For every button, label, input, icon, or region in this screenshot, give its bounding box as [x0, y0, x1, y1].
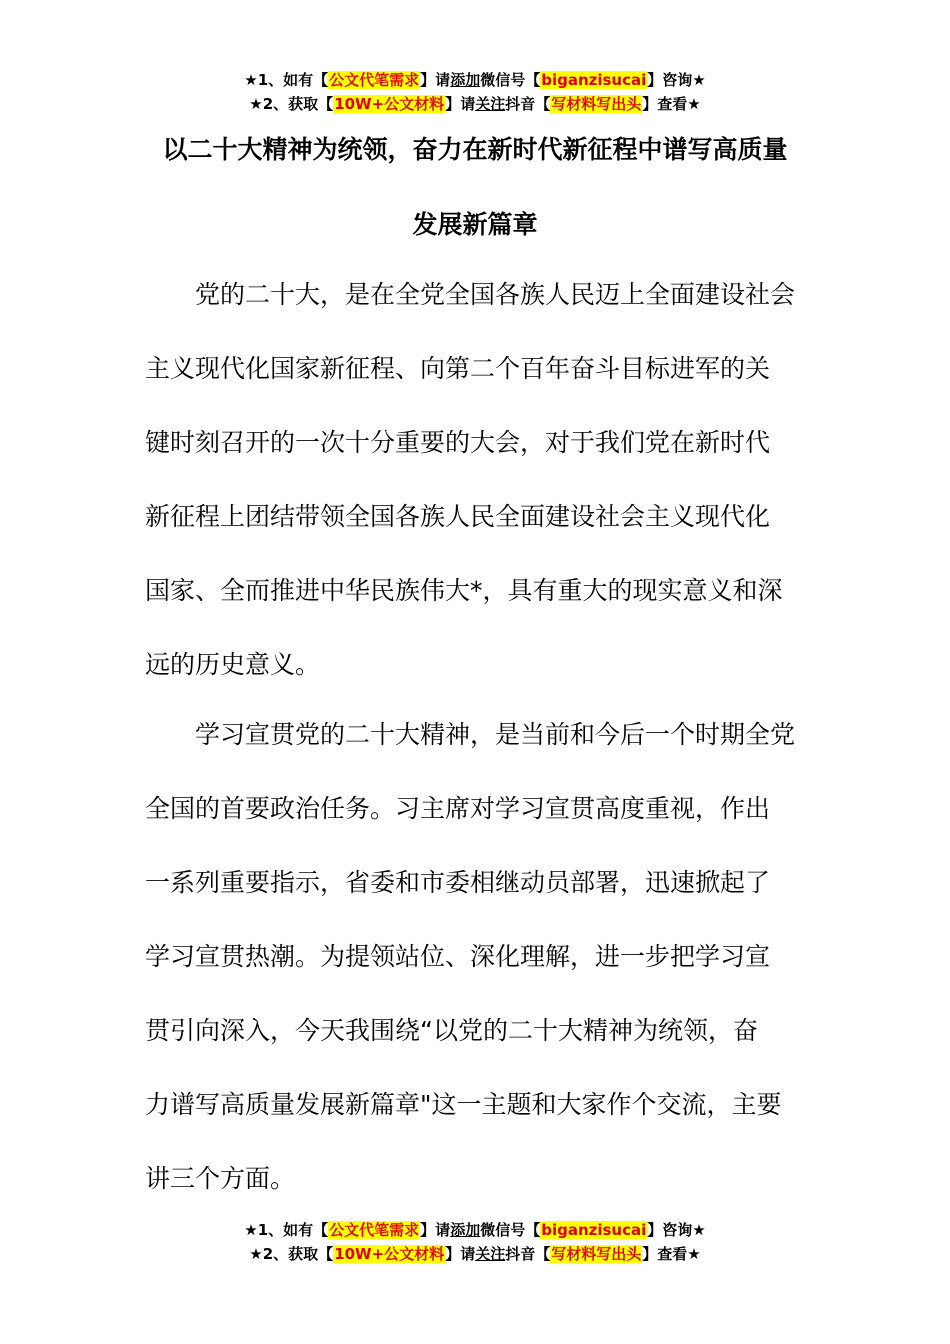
paragraph-line: 全国的首要政治任务。习主席对学习宣贯高度重视，作出 — [145, 794, 771, 823]
banner-text: ★1、如有【 — [244, 71, 329, 89]
paragraph-2 — [145, 698, 805, 1216]
banner-text: ★2、获取【 — [249, 1245, 334, 1263]
document-title-line-2: 发展新篇章 — [412, 210, 538, 239]
paragraph-line: 党的二十大，是在全党全国各族人民迈上全面建设社会 — [145, 280, 796, 309]
banner-emphasis: 关注 — [475, 1245, 506, 1263]
highlight-service: 公文代笔需求 — [329, 71, 420, 89]
highlight-materials: 10W+公文材料 — [334, 95, 445, 113]
highlight-douyin-account: 写材料写出头 — [551, 1245, 642, 1263]
footer-banner — [0, 1218, 950, 1266]
paragraph-line: 力谱写高质量发展新篇章"这一主题和大家作个交流，主要 — [145, 1090, 782, 1119]
document-title-line-1: 以二十大精神为统领，奋力在新时代新征程中谱写高质量 — [162, 135, 788, 164]
paragraph-line: 学习宣贯热潮。为提领站位、深化理解，进一步把学习宣 — [145, 942, 771, 971]
highlight-wechat-id: biganzisucai — [541, 1221, 647, 1239]
banner-text: 抖音【 — [505, 95, 551, 113]
banner-text: 微信号【 — [480, 71, 541, 89]
banner-text: 微信号【 — [480, 1221, 541, 1239]
paragraph-line: 讲三个方面。 — [145, 1164, 296, 1193]
banner-line-2 — [0, 1242, 950, 1266]
paragraph-line: 学习宣贯党的二十大精神，是当前和今后一个时期全党 — [145, 720, 796, 749]
banner-text: ★2、获取【 — [249, 95, 334, 113]
paragraph-line: 远的历史意义。 — [145, 650, 321, 679]
paragraph-line: 键时刻召开的一次十分重要的大会，对于我们党在新时代 — [145, 428, 771, 457]
highlight-service: 公文代笔需求 — [329, 1221, 420, 1239]
banner-emphasis: 添加 — [450, 1221, 481, 1239]
banner-emphasis: 关注 — [475, 95, 506, 113]
banner-text: 】请 — [445, 95, 476, 113]
highlight-douyin-account: 写材料写出头 — [551, 95, 642, 113]
banner-text: ★1、如有【 — [244, 1221, 329, 1239]
banner-line-1 — [0, 68, 950, 92]
banner-line-1 — [0, 1218, 950, 1242]
paragraph-1 — [145, 258, 805, 702]
banner-text: 】请 — [420, 71, 451, 89]
highlight-materials: 10W+公文材料 — [334, 1245, 445, 1263]
paragraph-line: 新征程上团结带领全国各族人民全面建设社会主义现代化 — [145, 502, 771, 531]
banner-text: 】查看★ — [642, 1245, 701, 1263]
paragraph-line: 国家、全而推进中华民族伟大*，具有重大的现实意义和深 — [145, 576, 783, 605]
banner-text: 】咨询★ — [647, 1221, 706, 1239]
banner-emphasis: 添加 — [450, 71, 481, 89]
banner-line-2 — [0, 92, 950, 116]
paragraph-line: 贯引向深入，今天我围绕“以党的二十大精神为统领，奋 — [145, 1016, 758, 1045]
header-banner — [0, 68, 950, 116]
highlight-wechat-id: biganzisucai — [541, 71, 647, 89]
banner-text: 】请 — [420, 1221, 451, 1239]
banner-text: 】请 — [445, 1245, 476, 1263]
banner-text: 抖音【 — [505, 1245, 551, 1263]
paragraph-line: 一系列重要指示，省委和市委相继动员部署，迅速掀起了 — [145, 868, 771, 897]
paragraph-line: 主义现代化国家新征程、向第二个百年奋斗目标进军的关 — [145, 354, 771, 383]
banner-text: 】查看★ — [642, 95, 701, 113]
banner-text: 】咨询★ — [647, 71, 706, 89]
